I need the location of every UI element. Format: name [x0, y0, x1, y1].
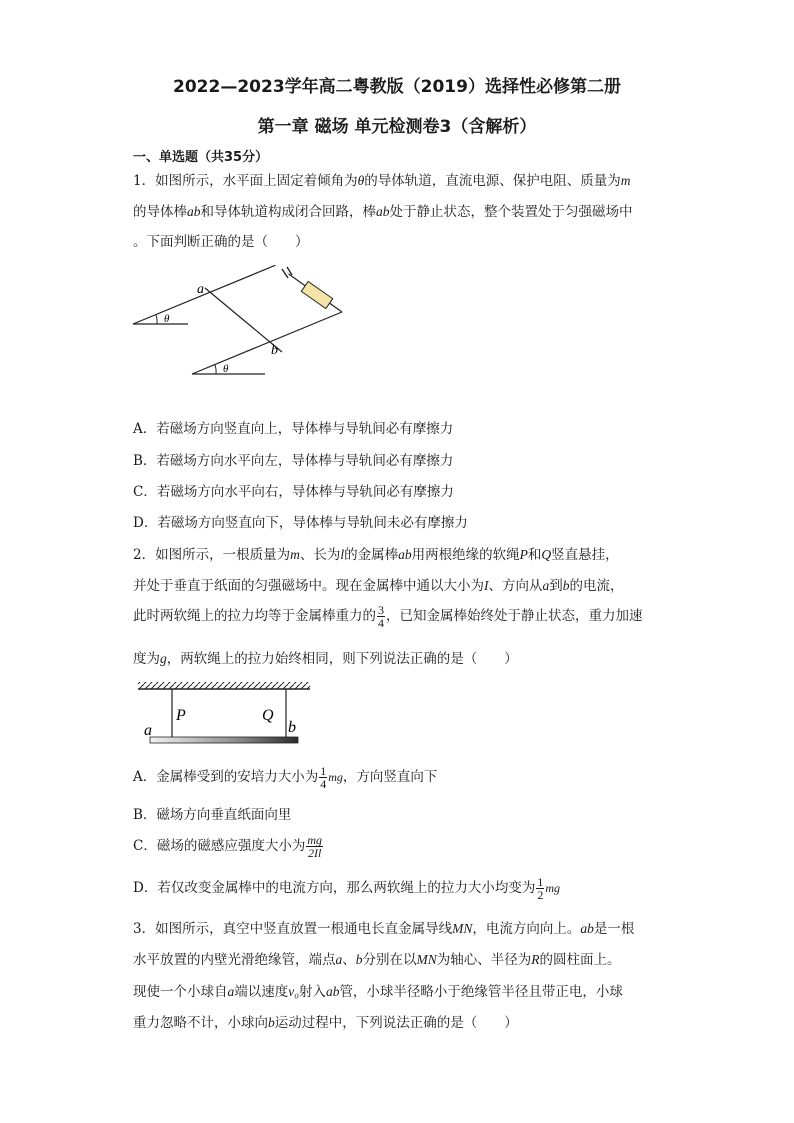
q2-stem-line1: 2．如图所示，一根质量为m、长为l的金属棒ab用两根绝缘的软绳P和Q竖直悬挂，: [133, 547, 619, 563]
q2-stem-line2: 并处于垂直于纸面的匀强磁场中。现在金属棒中通以大小为I、方向从a到b的电流，: [133, 578, 624, 594]
q2-optC-fraction: $\frac{mg}{2Il}$: [307, 833, 323, 860]
q2-label-P: P: [176, 707, 186, 724]
q1-label-b: b: [271, 343, 278, 358]
q1-label-a: a: [197, 282, 204, 297]
q2-option-a: A．金属棒受到的安培力大小为 $\frac{1}{4}$ mg，方向竖直向下: [133, 764, 438, 791]
q3-stem-line3: 现使一个小球自a端以速度v₀射入ab管，小球半径略小于绝缘管半径且带正电，小球: [133, 984, 623, 1000]
q2-optA-fraction: $\frac{1}{4}$: [320, 764, 327, 791]
q1-stem-line2: 的导体棒ab和导体轨道构成闭合回路，棒ab处于静止状态，整个装置处于匀强磁场中: [133, 204, 633, 220]
q1-option-a: A．若磁场方向竖直向上，导体棒与导轨间必有摩擦力: [133, 421, 454, 437]
q1-stem-line1: 1．如图所示，水平面上固定着倾角为θ的导体轨道，直流电源、保护电阻、质量为m: [133, 173, 631, 189]
q1-option-b: B．若磁场方向水平向左，导体棒与导轨间必有摩擦力: [133, 453, 454, 469]
q2-option-d: D．若仅改变金属棒中的电流方向，那么两软绳上的拉力大小均变为 $\frac{1}{2}$ mg: [133, 875, 560, 902]
q2-stem-line4: 度为g，两软绳上的拉力始终相同，则下列说法正确的是（ ）: [133, 651, 518, 667]
q1-option-c: C．若磁场方向水平向右，导体棒与导轨间必有摩擦力: [133, 484, 454, 500]
q1-angle-theta-1: θ: [164, 313, 170, 325]
document-title: 2022—2023学年高二粤教版（2019）选择性必修第二册: [173, 77, 621, 97]
q2-fraction-three-quarters: $\frac{3}{4}$: [378, 603, 384, 630]
q1-stem-line3: 。下面判断正确的是（ ）: [133, 234, 309, 250]
q2-label-a: a: [144, 722, 152, 739]
q1-angle-theta-2: θ: [223, 363, 229, 375]
q3-stem-line1: 3．如图所示，真空中竖直放置一根通电长直金属导线MN，电流方向向上。ab是一根: [133, 921, 635, 937]
q2-optD-fraction: $\frac{1}{2}$: [537, 875, 544, 902]
q2-option-b: B．磁场方向垂直纸面向里: [133, 807, 292, 823]
q2-stem-line3: 此时两软绳上的拉力均等于金属棒重力的 $\frac{3}{4}$ ，已知金属棒始终处于静止状态，重力加速: [133, 603, 643, 630]
q2-label-Q: Q: [262, 707, 274, 724]
q2-option-c: C．磁场的磁感应强度大小为 $\frac{mg}{2Il}$: [133, 833, 323, 860]
q3-stem-line2: 水平放置的内壁光滑绝缘管，端点a、b分别在以MN为轴心、半径为R的圆柱面上。: [133, 952, 621, 968]
q1-option-d: D．若磁场方向竖直向下，导体棒与导轨间未必有摩擦力: [133, 515, 468, 531]
q2-label-b: b: [288, 719, 296, 736]
section-heading: 一、单选题（共35分）: [133, 150, 269, 165]
q2-hanging-rod-diagram: [138, 678, 314, 748]
document-subtitle: 第一章 磁场 单元检测卷3（含解析）: [257, 117, 537, 137]
q3-stem-line4: 重力忽略不计，小球向b运动过程中，下列说法正确的是（ ）: [133, 1015, 518, 1031]
q1-rail-diagram: [130, 265, 350, 380]
